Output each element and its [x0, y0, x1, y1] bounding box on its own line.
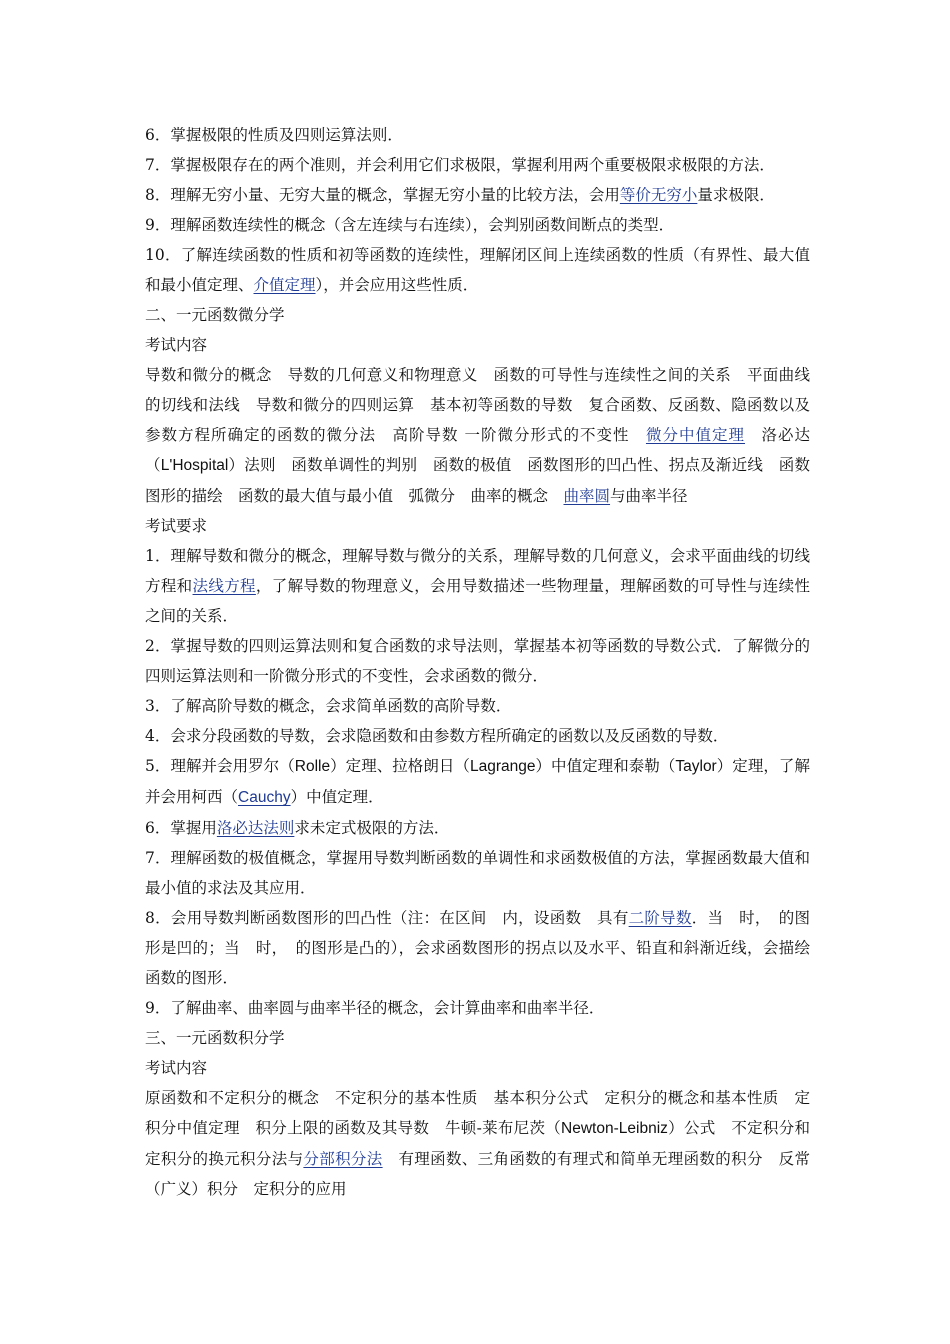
paragraph: [145, 330, 810, 360]
text-run: 与曲率半径: [610, 487, 688, 505]
hyperlink[interactable]: 法线方程: [192, 577, 256, 595]
text-run: 9．理解函数连续性的概念（含左连续与右连续），会判别函数间断点的类型．: [145, 216, 675, 234]
paragraph: [145, 360, 810, 511]
paragraph: [145, 210, 810, 240]
text-run: 洛必达（: [145, 426, 810, 474]
text-run: 5．理解并会用罗尔（: [145, 757, 295, 775]
hyperlink[interactable]: 二阶导数: [628, 909, 692, 927]
paragraph: [145, 631, 810, 691]
paragraph: [145, 1083, 810, 1204]
text-run: 7．掌握极限存在的两个准则，并会利用它们求极限，掌握利用两个重要极限求极限的方法．: [145, 156, 775, 174]
paragraph: [145, 541, 810, 631]
text-run: Newton-Leibniz: [561, 1120, 668, 1137]
text-run: L'Hospital: [160, 457, 229, 474]
paragraph: [145, 240, 810, 300]
text-run: 6．掌握极限的性质及四则运算法则．: [145, 126, 403, 144]
hyperlink[interactable]: 分部积分法: [303, 1150, 383, 1168]
paragraph: [145, 813, 810, 843]
paragraph: [145, 751, 810, 813]
text-run: 考试要求: [145, 517, 208, 535]
text-run: ），并会应用这些性质．: [315, 276, 479, 294]
text-run: ）公式 不定积分和定积分的换元积分法与: [145, 1119, 810, 1168]
hyperlink[interactable]: 介值定理: [253, 276, 316, 294]
text-run: 6．掌握用: [145, 819, 217, 837]
paragraph: [145, 511, 810, 541]
text-run: ，了解导数的物理意义，会用导数描述一些物理量，理解函数的可导性与连续性之间的关系．: [145, 577, 810, 625]
paragraph: [145, 1053, 810, 1083]
text-run: ）定理，了解并会用柯西（: [145, 757, 810, 806]
text-run: Lagrange: [469, 758, 536, 775]
text-run: Rolle: [294, 758, 331, 775]
paragraph: [145, 180, 810, 210]
text-run: 导数和微分的概念 导数的几何意义和物理意义 函数的可导性与连续性之间的关系 平面曲线的切线和法线 导数和微分的四则运算 基本初等函数的导数 复合函数、反函数、隐函数以及参数方程所确定的函数的微分法 高阶导数 一阶微分形式的不变性: [145, 366, 810, 444]
paragraph: [145, 1023, 810, 1053]
text-run: 7．理解函数的极值概念，掌握用导数判断函数的单调性和求函数极值的方法，掌握函数最大值和最小值的求法及其应用．: [145, 849, 810, 897]
text-run: 10．了解连续函数的性质和初等函数的连续性，理解闭区间上连续函数的性质（有界性、最大值和最小值定理、: [145, 246, 810, 294]
document-body: [145, 120, 810, 1204]
hyperlink[interactable]: 微分中值定理: [645, 426, 745, 444]
text-run: ）法则 函数单调性的判别 函数的极值 函数图形的凹凸性、拐点及渐近线 函数图形的描绘 函数的最大值与最小值 弧微分 曲率的概念: [145, 456, 810, 505]
text-run: 3．了解高阶导数的概念，会求简单函数的高阶导数．: [145, 697, 512, 715]
text-run: ．当 时， 的图形是凹的；当 时， 的图形是凸的），会求函数图形的拐点以及水平、铅直和斜渐近线，会描绘函数的图形．: [145, 909, 810, 987]
paragraph: [145, 903, 810, 993]
text-run: 考试内容: [145, 336, 208, 354]
text-run: 三、一元函数积分学: [145, 1029, 285, 1047]
text-run: 9．了解曲率、曲率圆与曲率半径的概念，会计算曲率和曲率半径．: [145, 999, 605, 1017]
hyperlink[interactable]: 洛必达法则: [216, 819, 295, 837]
text-run: 考试内容: [145, 1059, 208, 1077]
paragraph: [145, 843, 810, 903]
paragraph: [145, 120, 810, 150]
text-run: 有理函数、三角函数的有理式和简单无理函数的积分 反常（广义）积分 定积分的应用: [145, 1150, 810, 1198]
hyperlink[interactable]: Cauchy: [238, 789, 291, 806]
text-run: 4．会求分段函数的导数，会求隐函数和由参数方程所确定的函数以及反函数的导数．: [145, 727, 729, 745]
paragraph: [145, 300, 810, 330]
paragraph: [145, 150, 810, 180]
text-run: 二、一元函数微分学: [145, 306, 285, 324]
text-run: ）定理、拉格朗日（: [330, 757, 470, 775]
paragraph: [145, 691, 810, 721]
text-run: Taylor: [675, 758, 717, 775]
text-run: 2．掌握导数的四则运算法则和复合函数的求导法则，掌握基本初等函数的导数公式．了解微分的四则运算法则和一阶微分形式的不变性，会求函数的微分．: [145, 637, 810, 685]
paragraph: [145, 993, 810, 1023]
text-run: ）中值定理和泰勒（: [535, 757, 676, 775]
text-run: 8．理解无穷小量、无穷大量的概念，掌握无穷小量的比较方法，会用: [145, 186, 620, 204]
text-run: 原函数和不定积分的概念 不定积分的基本性质 基本积分公式 定积分的概念和基本性质 定积分中值定理 积分上限的函数及其导数 牛顿-莱布尼茨（: [145, 1089, 810, 1137]
hyperlink[interactable]: 等价无穷小: [619, 186, 698, 204]
text-run: 1．理解导数和微分的概念，理解导数与微分的关系，理解导数的几何意义，会求平面曲线的切线方程和: [145, 547, 810, 595]
text-run: 求未定式极限的方法．: [294, 819, 450, 837]
text-run: ）中值定理．: [290, 788, 384, 806]
text-run: 8．会用导数判断函数图形的凹凸性（注：在区间 内，设函数 具有: [145, 909, 629, 927]
paragraph: [145, 721, 810, 751]
text-run: 量求极限．: [697, 186, 775, 204]
hyperlink[interactable]: 曲率圆: [563, 487, 611, 505]
